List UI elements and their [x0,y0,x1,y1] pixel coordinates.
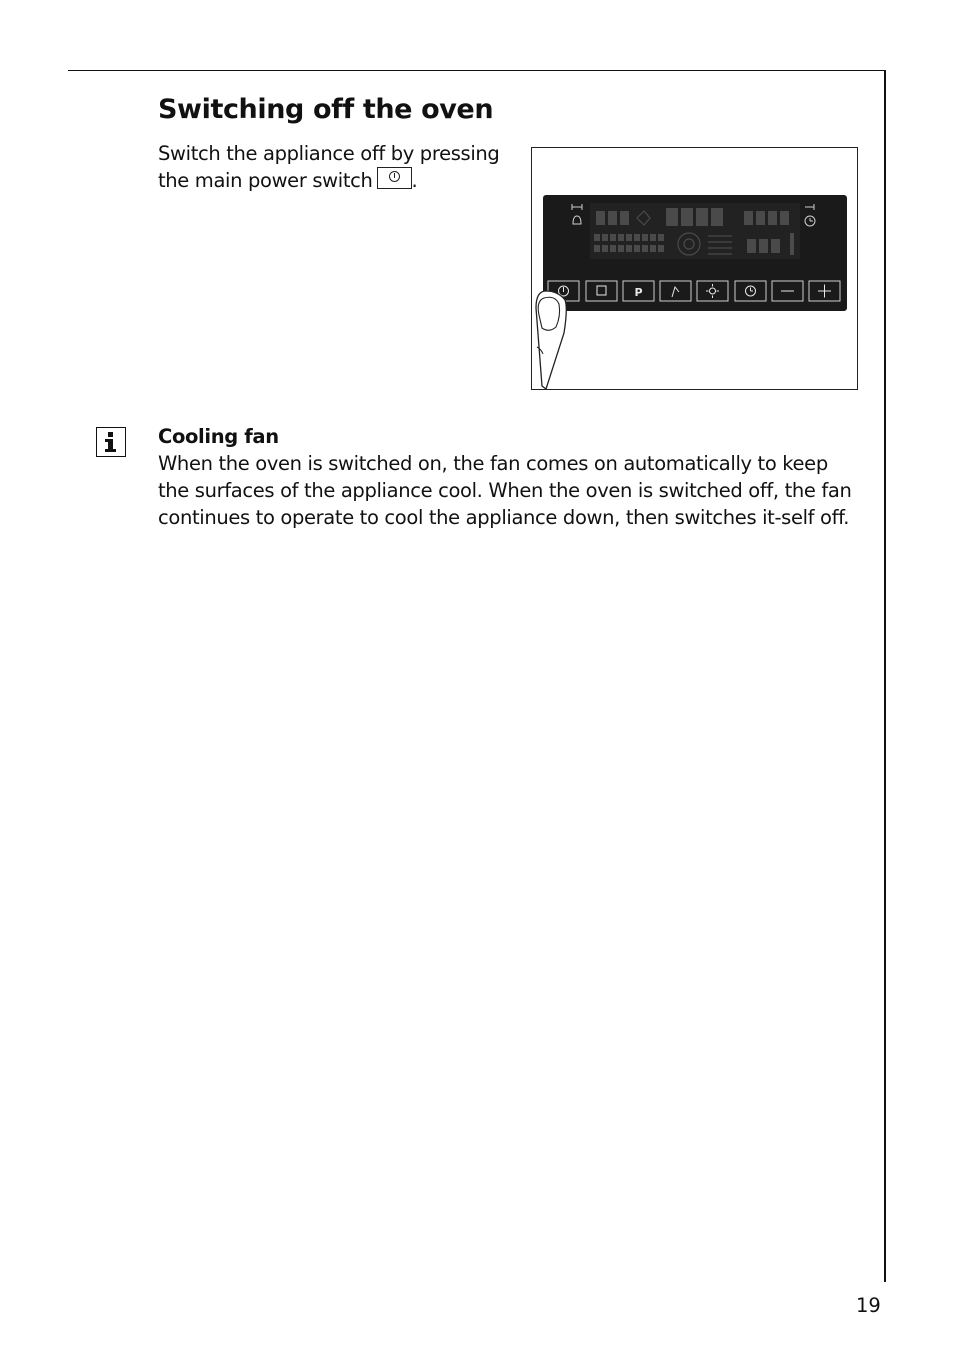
section-title: Switching off the oven [158,94,494,125]
page-number: 19 [856,1294,881,1317]
intro-text: Switch the appliance off by pressing the main power switch [158,142,500,192]
finger-illustration [536,291,566,389]
control-panel-figure [531,147,858,390]
info-icon [96,427,126,457]
intro-paragraph [158,140,518,194]
note-body: When the oven is switched on, the fan comes on automatically to keep the surfaces of the appliance cool. When the oven is switched off, the fan continues to operate to cool the appliance down, then switches it-self off. [158,452,852,529]
right-margin-rule [884,70,886,1282]
top-rule [68,70,886,71]
power-switch-key-icon [377,167,412,189]
intro-end: . [411,169,418,192]
note-heading: Cooling fan [158,425,279,448]
program-button-label: P [634,286,643,299]
cooling-fan-note [158,423,858,531]
